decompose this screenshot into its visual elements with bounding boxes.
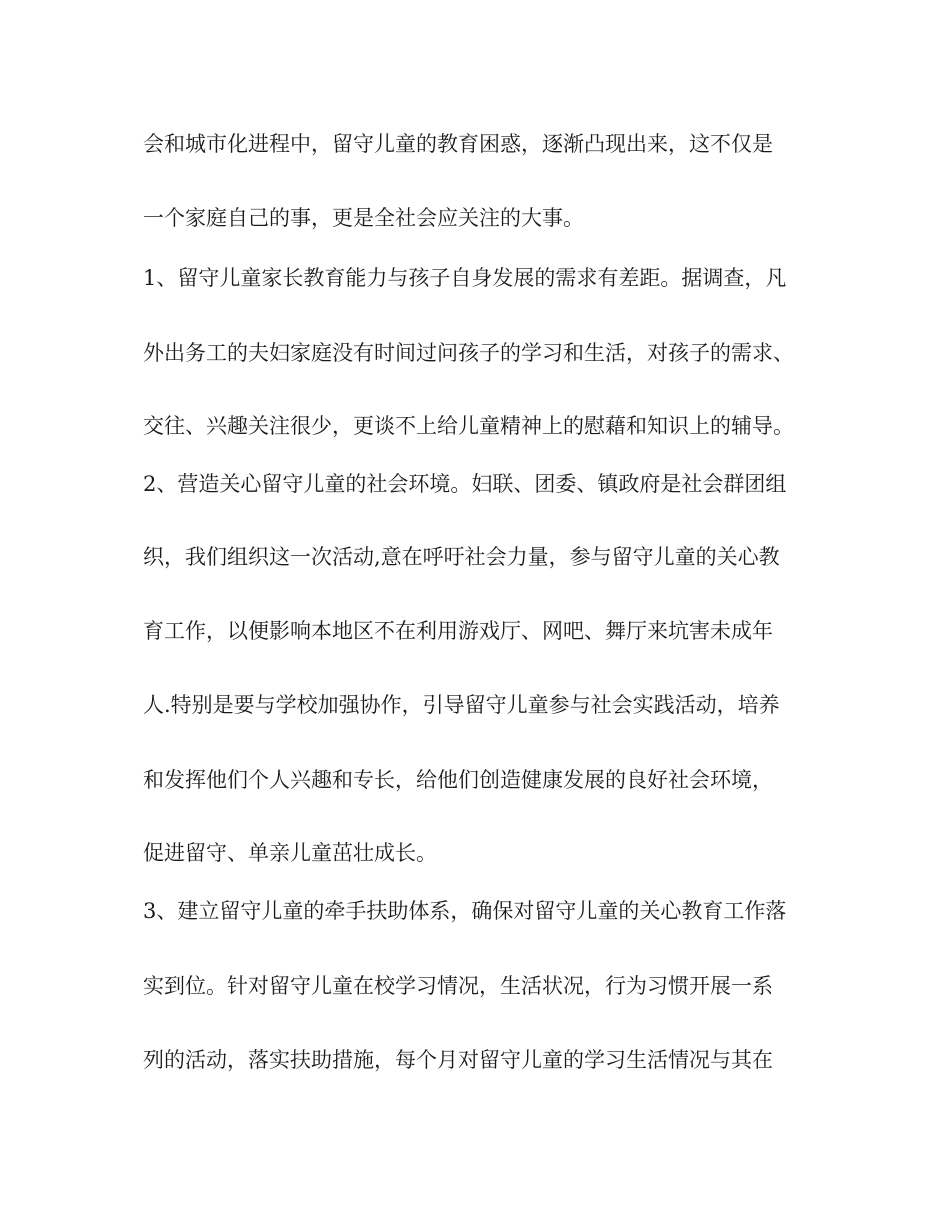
text-line: 1、留守儿童家长教育能力与孩子自身发展的需求有差距。据调查，凡 — [143, 266, 787, 290]
text-line: 和发挥他们个人兴趣和专长，给他们创造健康发展的良好社会环境， — [143, 768, 773, 792]
text-line: 交往、兴趣关注很少，更谈不上给儿童精神上的慰藉和知识上的辅导。 — [143, 414, 794, 438]
text-line: 3、建立留守儿童的牵手扶助体系，确保对留守儿童的关心教育工作落 — [143, 899, 787, 923]
text-line: 促进留守、单亲儿童茁壮成长。 — [143, 841, 437, 865]
text-line: 外出务工的夫妇家庭没有时间过问孩子的学习和生活，对孩子的需求、 — [143, 341, 794, 365]
text-line: 织，我们组织这一次活动,意在呼吁社会力量，参与留守儿童的关心教 — [143, 545, 780, 569]
text-line: 会和城市化进程中，留守儿童的教育困惑，逐渐凸现出来，这不仅是 — [143, 132, 773, 156]
text-line: 一个家庭自己的事，更是全社会应关注的大事。 — [143, 206, 584, 230]
text-line: 人.特别是要与学校加强协作，引导留守儿童参与社会实践活动，培养 — [143, 693, 780, 717]
text-line: 育工作，以便影响本地区不在利用游戏厅、网吧、舞厅来坑害未成年 — [143, 619, 773, 643]
text-line: 2、营造关心留守儿童的社会环境。妇联、团委、镇政府是社会群团组 — [143, 472, 787, 496]
text-line: 列的活动，落实扶助措施，每个月对留守儿童的学习生活情况与其在 — [143, 1048, 773, 1072]
text-line: 实到位。针对留守儿童在校学习情况，生活状况，行为习惯开展一系 — [143, 974, 773, 998]
